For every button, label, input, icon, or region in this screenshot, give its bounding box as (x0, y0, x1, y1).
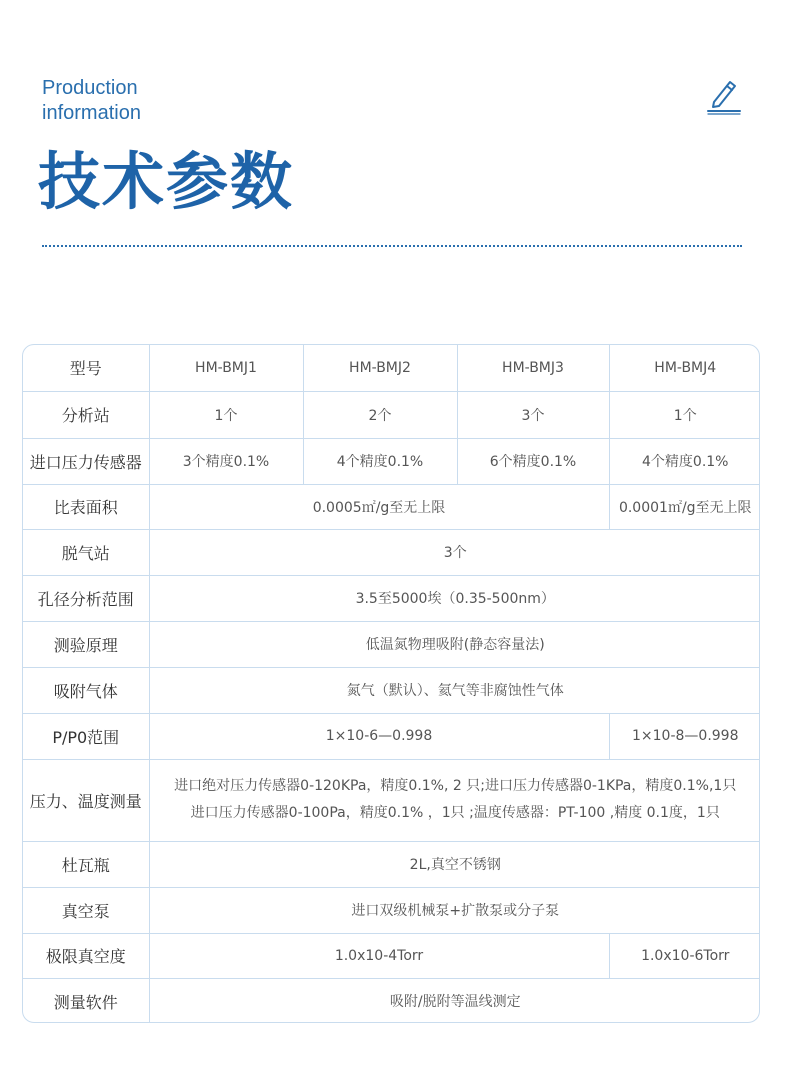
table-cell: 3.5至5000埃（0.35-500nm） (149, 575, 760, 621)
table-row (23, 978, 760, 1023)
row-label: 极限真空度 (23, 933, 149, 978)
subtitle-line-1: Production (42, 77, 138, 99)
table-cell: 3个精度0.1% (149, 438, 303, 484)
subtitle-line-2: information (42, 102, 141, 124)
table-row (23, 667, 760, 713)
spec-table (22, 344, 760, 1023)
row-label: 压力、温度测量 (23, 759, 149, 841)
table-row (23, 713, 760, 759)
table-cell: 3个 (457, 391, 609, 438)
row-label: 型号 (23, 345, 149, 391)
table-cell: 0.0005㎡/g至无上限 (149, 484, 609, 529)
table-row (23, 529, 760, 575)
table-cell-line: 进口压力传感器0-100Pa，精度0.1% ，1只 ;温度传感器：PT-100 ,精度 0.1度，1只 (190, 805, 720, 821)
table-row (23, 484, 760, 529)
table-row (23, 933, 760, 978)
table-row (23, 345, 760, 391)
table-row (23, 841, 760, 887)
page-title: 技术参数 (38, 145, 295, 218)
table-row (23, 759, 760, 841)
table-cell: HM-BMJ3 (457, 345, 609, 391)
row-label: 分析站 (23, 391, 149, 438)
table-cell: 6个精度0.1% (457, 438, 609, 484)
table-cell: 4个精度0.1% (609, 438, 760, 484)
row-label: 测量软件 (23, 978, 149, 1023)
table-cell: HM-BMJ2 (303, 345, 457, 391)
row-label: 比表面积 (23, 484, 149, 529)
table-cell: 1.0x10-4Torr (149, 933, 609, 978)
table-cell: 进口双级机械泵+扩散泵或分子泵 (149, 887, 760, 933)
table-cell: 1个 (149, 391, 303, 438)
row-label: 吸附气体 (23, 667, 149, 713)
table-row (23, 621, 760, 667)
table-cell: HM-BMJ4 (609, 345, 760, 391)
table-cell: 1×10-8—0.998 (609, 713, 760, 759)
table-cell: 1.0x10-6Torr (609, 933, 760, 978)
row-label: P/P0范围 (23, 713, 149, 759)
table-row (23, 887, 760, 933)
table-cell: 2个 (303, 391, 457, 438)
table-cell-multiline (149, 759, 760, 841)
table-cell: 3个 (149, 529, 760, 575)
table-cell: 4个精度0.1% (303, 438, 457, 484)
row-label: 杜瓦瓶 (23, 841, 149, 887)
table-cell: 氮气（默认）、氦气等非腐蚀性气体 (149, 667, 760, 713)
row-label: 真空泵 (23, 887, 149, 933)
table-cell: 吸附/脱附等温线测定 (149, 978, 760, 1023)
table-cell: 2L,真空不锈钢 (149, 841, 760, 887)
table-cell: 1个 (609, 391, 760, 438)
row-label: 脱气站 (23, 529, 149, 575)
row-label: 进口压力传感器 (23, 438, 149, 484)
table-cell: 1×10-6—0.998 (149, 713, 609, 759)
section-subtitle (42, 76, 262, 126)
table-row (23, 391, 760, 438)
table-row (23, 575, 760, 621)
table-cell: HM-BMJ1 (149, 345, 303, 391)
row-label: 测验原理 (23, 621, 149, 667)
table-cell: 低温氮物理吸附(静态容量法) (149, 621, 760, 667)
row-label: 孔径分析范围 (23, 575, 149, 621)
table-cell: 0.0001㎡/g至无上限 (609, 484, 760, 529)
pen-edit-icon (704, 76, 744, 116)
dotted-divider (42, 245, 742, 247)
table-cell-line: 进口绝对压力传感器0-120KPa，精度0.1%, 2 只;进口压力传感器0-1KPa，精度0.1%,1只 (174, 778, 737, 794)
table-row (23, 438, 760, 484)
